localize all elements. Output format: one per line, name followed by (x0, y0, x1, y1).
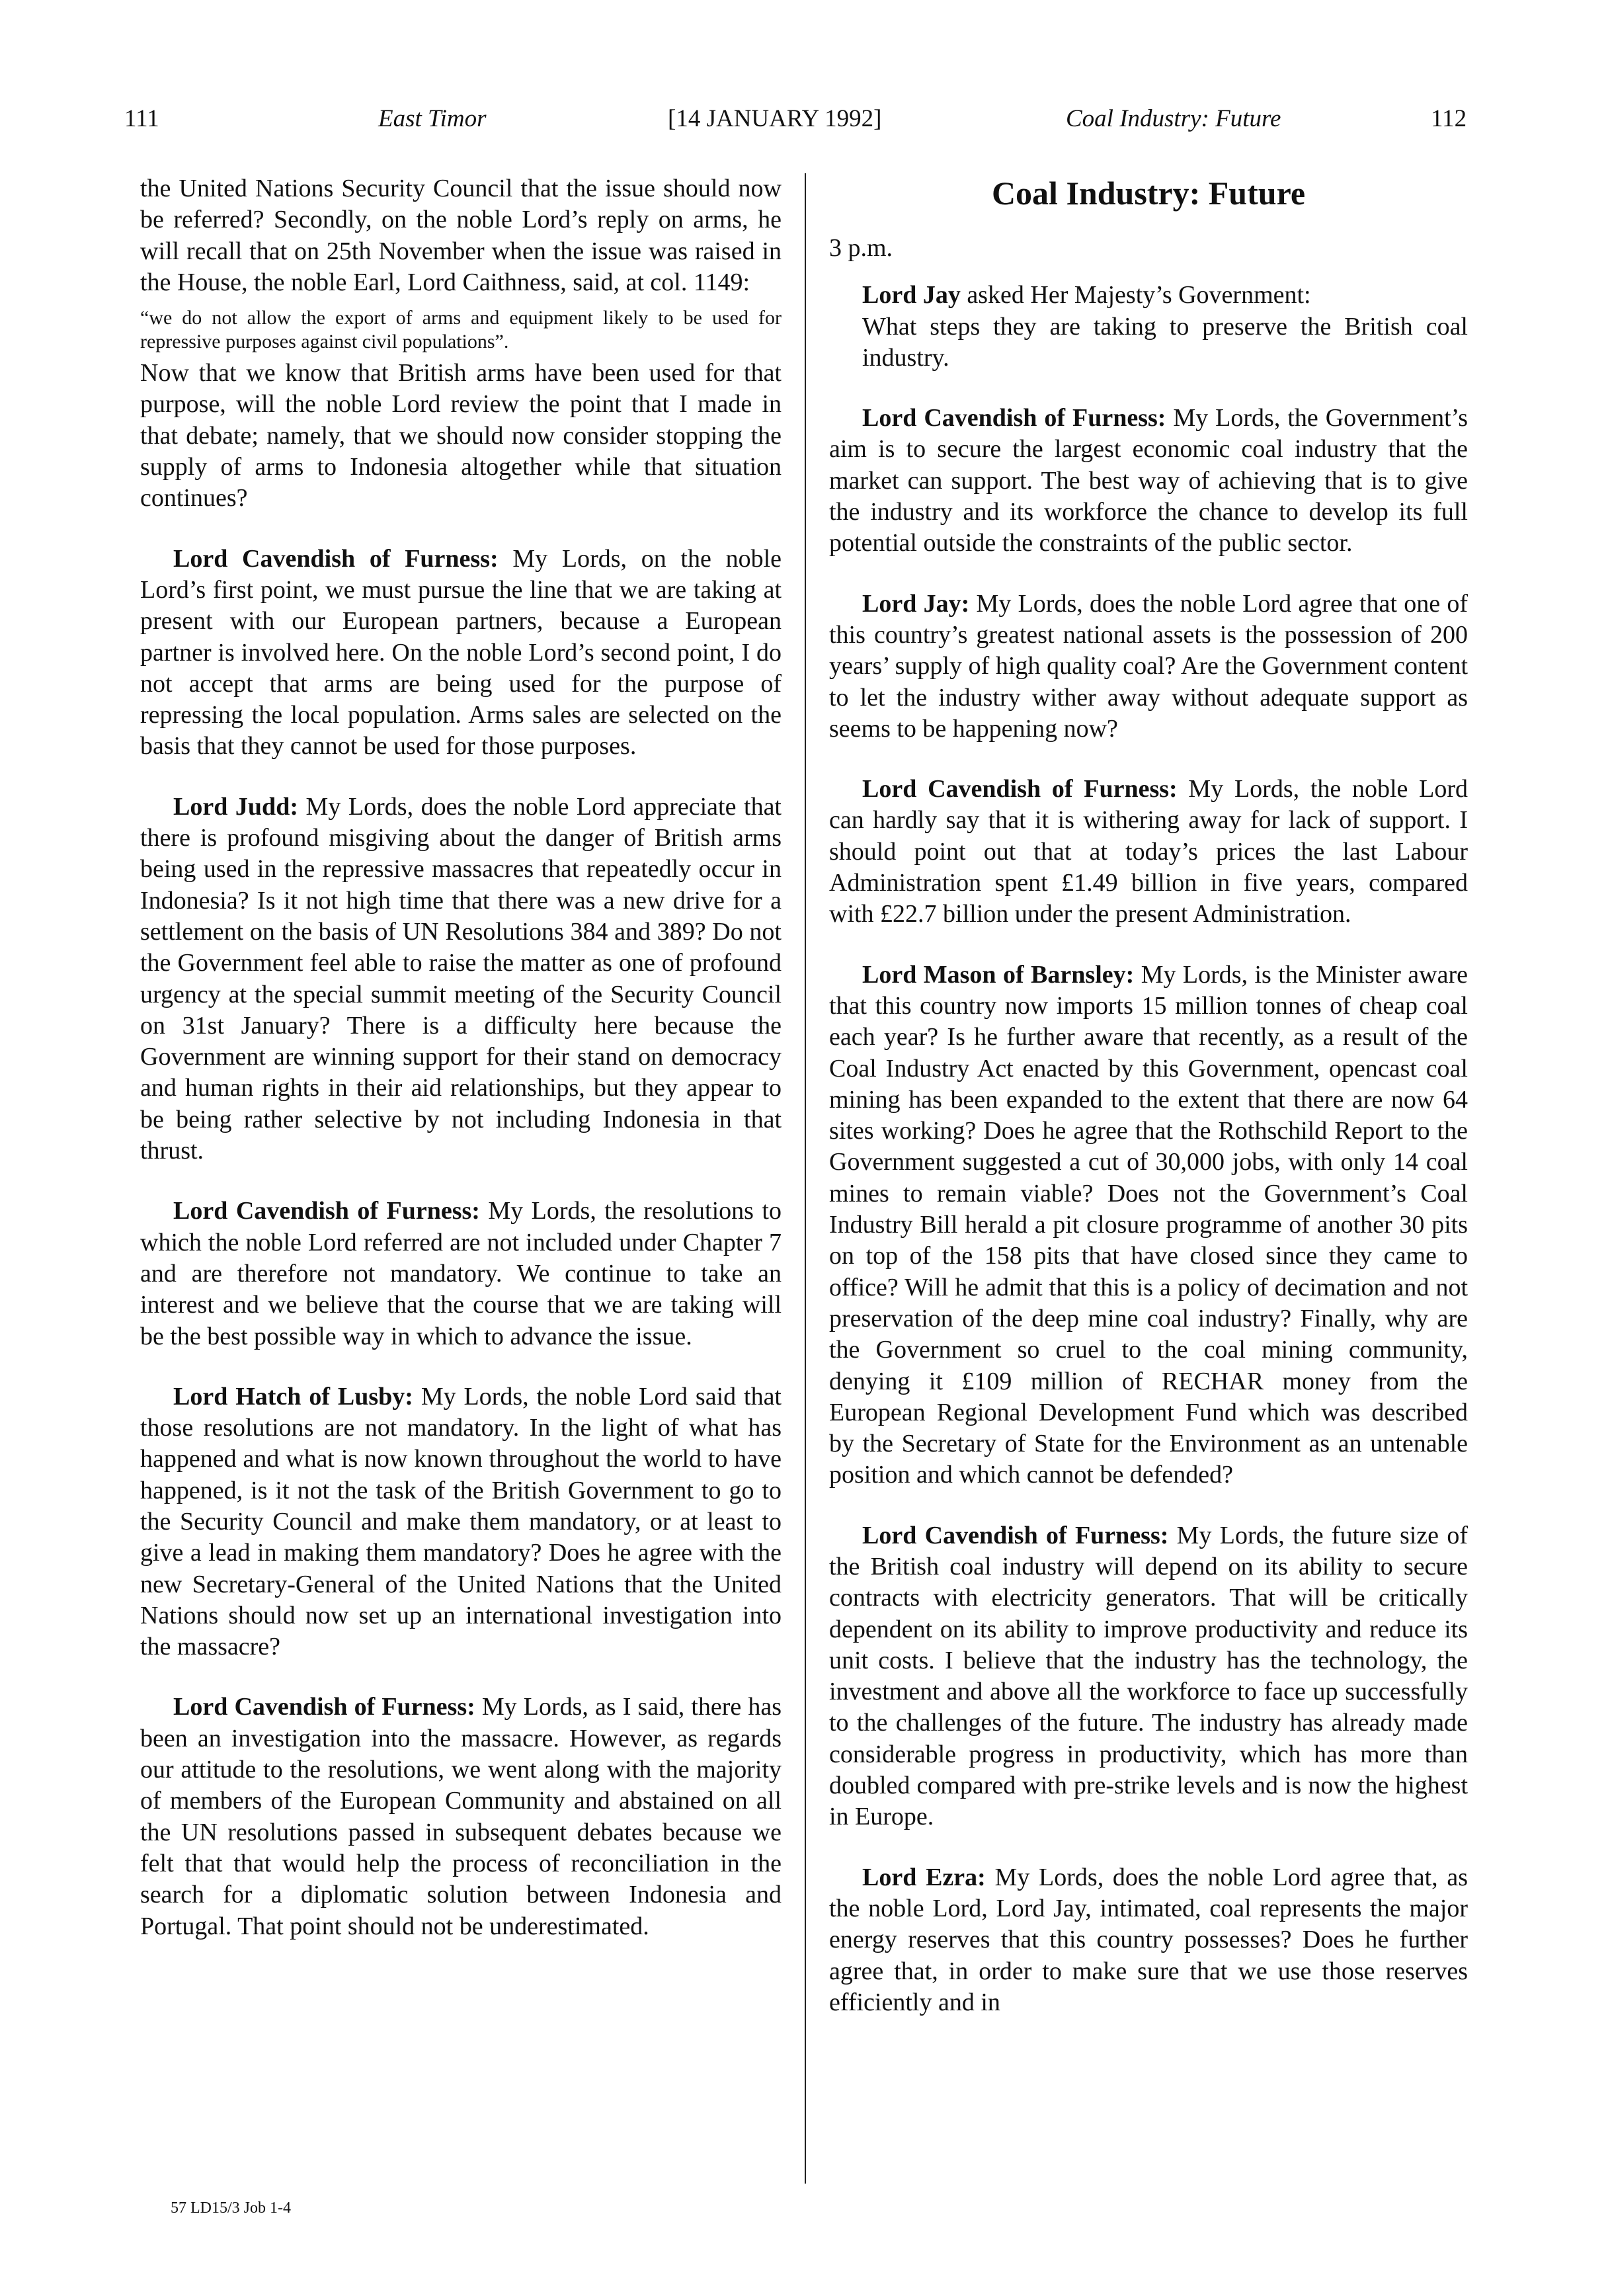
speech-text: My Lords, as I said, there has been an investigation into the massacre. However, as regards our attitude to the resolutions, we went along with the majority of members of the European Community and abstained on all the UN resolutions passed in subsequent debates because we felt that that would help the process of reconciliation in the search for a diplomatic solution between Indonesia and Portugal. That point should not be underestimated. (140, 1693, 782, 1940)
speech-text: My Lords, does the noble Lord agree that, as the noble Lord, Lord Jay, intimated, coal represents the major energy reserves that this country possesses? Does he further agree that, in order to make sure that we use those reserves efficiently and in (829, 1863, 1468, 2016)
speech-text: My Lords, the future size of the British coal industry will depend on its ability to secure contracts with electricity generators. That will be critically dependent on its ability to improve productivity and reduce its unit costs. I believe that the industry has the technology, the investment and above all the workforce to face up successfully to the challenges of the future. The industry has already made considerable progress in productivity, which has more than doubled compared with pre-strike levels and is now the highest in Europe. (829, 1521, 1468, 1831)
speech-paragraph (140, 544, 782, 762)
page-header (0, 104, 1608, 144)
speaker-name: Lord Cavendish of Furness: (862, 775, 1178, 803)
question-text: What steps they are taking to preserve the British coal industry. (862, 312, 1468, 372)
time-marker: 3 p.m. (829, 234, 893, 262)
right-column (829, 173, 1468, 2018)
sitting-date: [14 JANUARY 1992] (668, 105, 882, 132)
speech-text: My Lords, the noble Lord can hardly say that it is withering away for lack of support. I should point out that at today’s prices the last Labour Administration spent £1.49 billion in five years, compared with £22.7 billion under the present Administration. (829, 775, 1468, 928)
speech-paragraph (829, 589, 1468, 745)
speaker-name: Lord Cavendish of Furness: (173, 1693, 475, 1721)
speech-paragraph (829, 960, 1468, 1491)
speech-paragraph (140, 1381, 782, 1663)
left-column (140, 173, 782, 1942)
speaker-name: Lord Cavendish of Furness: (173, 544, 499, 573)
speaker-name: Lord Mason of Barnsley: (862, 960, 1135, 989)
left-running-title: East Timor (378, 105, 487, 132)
speech-paragraph (829, 403, 1468, 559)
speaker-name: Lord Judd: (173, 792, 298, 821)
speech-paragraph (140, 792, 782, 1167)
speech-paragraph (829, 1862, 1468, 2018)
speaker-name: Lord Cavendish of Furness: (173, 1197, 480, 1225)
speaker-name: Lord Hatch of Lusby: (173, 1382, 413, 1411)
speaker-name: Lord Ezra: (862, 1863, 986, 1891)
question-intro-text: asked Her Majesty’s Government: (960, 281, 1311, 309)
section-title: Coal Industry: Future (991, 175, 1306, 212)
left-column-number: 111 (124, 105, 159, 132)
continued-question-end: Now that we know that British arms have been used for that purpose, will the noble Lord review the point that I made in that debate; namely, that we should now consider stopping the supply of arms to Indonesia altogether while that situation continues? (140, 359, 782, 512)
quoted-statement: “we do not allow the export of arms and equipment likely to be used for repressive purposes against civil populations”. (140, 307, 782, 353)
speech-text: My Lords, on the noble Lord’s first point, we must pursue the line that we are taking at present with our European partners, because a European partner is involved here. On the noble Lord’s second point, I do not accept that arms are being used for the purpose of repressing the local population. Arms sales are selected on the basis that they cannot be used for those purposes. (140, 544, 782, 760)
job-code-footer: 57 LD15/3 Job 1-4 (171, 2199, 291, 2217)
speech-text: My Lords, the resolutions to which the noble Lord referred are not included under Chapter 7 and are therefore not mandatory. We continue to take an interest and we believe that the course that we are taking will be the best possible way in which to advance the issue. (140, 1197, 782, 1350)
speech-text: My Lords, the Government’s aim is to secure the largest economic coal industry that the market can support. The best way of achieving that is to give the industry and its workforce the chance to develop its full potential outside the constraints of the public sector. (829, 404, 1468, 557)
speech-text: My Lords, does the noble Lord appreciate that there is profound misgiving about the danger of British arms being used in the repressive massacres that repeatedly occur in Indonesia? Is it not high time that there was a new drive for a settlement on the basis of UN Resolutions 384 and 389? Do not the Government feel able to raise the matter as one of profound urgency at the special summit meeting of the Security Council on 31st January? There is a difficulty here because the Government are winning support for their stand on democracy and human rights in their aid relationships, but they appear to be being rather selective by not including Indonesia in that thrust. (140, 792, 782, 1165)
speech-paragraph (140, 1692, 782, 1942)
speech-paragraph (829, 1520, 1468, 1833)
right-column-number: 112 (1431, 105, 1467, 132)
right-running-title: Coal Industry: Future (1066, 105, 1281, 132)
question-intro (829, 280, 1468, 311)
speech-text: My Lords, is the Minister aware that this country now imports 15 million tonnes of cheap coal each year? Is he further aware that recently, as a result of the Coal Industry Act enacted by this Government, opencast coal mining has been expanded to the extent that there are now 64 sites working? Does he agree that the Rothschild Report to the Government suggested a cut of 30,000 jobs, with only 14 coal mines to remain viable? Does not the Government’s Coal Industry Bill herald a pit closure programme of another 30 pits on top of the 158 pits that have closed since they came to office? Will he admit that this is a policy of decimation and not preservation of the deep mine coal industry? Finally, why are the Government so cruel to the coal mining community, denying it £109 million of RECHAR money from the European Regional Development Fund which was described by the Secretary of State for the Environment as an untenable position and which cannot be defended? (829, 960, 1468, 1489)
speech-text: My Lords, the noble Lord said that those resolutions are not mandatory. In the light of what has happened and what is now known throughout the world to have happened, is it not the task of the British Government to go to the Security Council and make them mandatory, or at least to give a lead in making them mandatory? Does he agree with the new Secretary-General of the United Nations that the United Nations should now set up an international investigation into the massacre? (140, 1382, 782, 1661)
continued-question: the United Nations Security Council that the issue should now be referred? Secondly, on the noble Lord’s reply on arms, he will recall that on 25th November when the issue was raised in the House, the noble Earl, Lord Caithness, said, at col. 1149: (140, 175, 782, 296)
speaker-name: Lord Jay (862, 281, 961, 309)
speech-paragraph (140, 1196, 782, 1352)
column-divider (805, 173, 806, 2184)
speaker-name: Lord Jay: (862, 589, 970, 618)
speech-text: My Lords, does the noble Lord agree that one of this country’s greatest national assets is the possession of 200 years’ supply of high quality coal? Are the Government content to let the industry wither away without adequate support as seems to be happening now? (829, 589, 1468, 743)
speaker-name: Lord Cavendish of Furness: (862, 1521, 1169, 1549)
speaker-name: Lord Cavendish of Furness: (862, 404, 1166, 432)
speech-paragraph (829, 774, 1468, 930)
